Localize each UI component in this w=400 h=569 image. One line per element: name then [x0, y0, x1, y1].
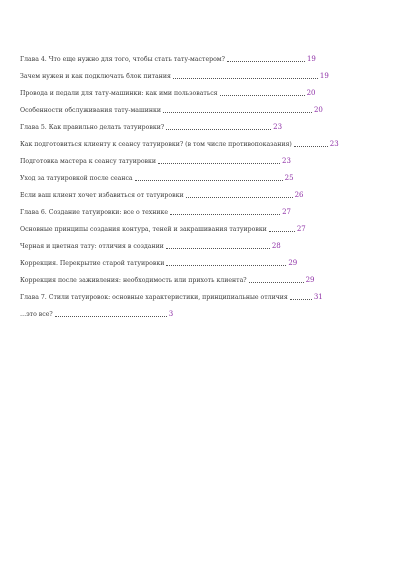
toc-leader-dots: [163, 112, 312, 113]
toc-entry-page: 28: [271, 242, 281, 250]
toc-entry-title: Глава 4. Что еще нужно для того, чтобы стать тату-мастером?: [20, 56, 225, 63]
toc-entry: [20, 120, 282, 132]
toc-entry-page: 3: [168, 310, 174, 318]
toc-entry-page: 20: [313, 106, 323, 114]
toc-leader-dots: [166, 248, 270, 249]
toc-entry-title: Зачем нужен и как подключать блок питания: [20, 73, 171, 80]
toc-entry: [20, 273, 315, 285]
toc-entry-page: 23: [329, 140, 339, 148]
toc-leader-dots: [55, 316, 167, 317]
toc-leader-dots: [186, 197, 293, 198]
toc-entry: [20, 205, 291, 217]
toc-entry-title: Особенности обслуживания тату-машинки: [20, 107, 161, 114]
toc-entry: [20, 239, 281, 251]
toc-leader-dots: [220, 95, 305, 96]
toc-entry-title: Черная и цветная тату: отличия в создании: [20, 243, 164, 250]
toc-entry-page: 19: [319, 72, 329, 80]
toc-leader-dots: [290, 299, 312, 300]
toc-entry-page: 26: [294, 191, 304, 199]
toc-entry-page: 27: [296, 225, 306, 233]
toc-entry: [20, 256, 297, 268]
toc-entry: [20, 86, 316, 98]
toc-entry: [20, 171, 294, 183]
toc-entry-title: Глава 6. Создание татуировки: все о технике: [20, 209, 169, 216]
toc-leader-dots: [166, 129, 271, 130]
toc-entry-page: 20: [306, 89, 316, 97]
toc-entry-title: Основные принципы создания контура, теней и закрашивания татуировки: [20, 226, 267, 233]
toc-leader-dots: [269, 231, 295, 232]
toc-entry-title: Если ваш клиент хочет избавиться от татуировки: [20, 192, 184, 199]
toc-entry: [20, 154, 291, 166]
toc-entry-title: …это все?: [20, 311, 53, 318]
toc-entry-title: Как подготовиться клиенту к сеансу татуировки? (в том числе противопоказания): [20, 141, 292, 148]
toc-leader-dots: [166, 265, 286, 266]
toc-entry-page: 29: [288, 259, 298, 267]
toc-entry-page: 23: [282, 157, 291, 165]
toc-entry: [20, 52, 316, 64]
toc-entry-page: 19: [306, 55, 316, 63]
toc-leader-dots: [249, 282, 304, 283]
toc-entry: [20, 69, 329, 81]
toc-entry-title: Подготовка мастера к сеансу татуировки: [20, 158, 157, 165]
toc-entry-page: 23: [273, 123, 283, 131]
toc-leader-dots: [294, 146, 328, 147]
toc-entry: [20, 307, 173, 319]
toc-leader-dots: [170, 214, 280, 215]
toc-leader-dots: [227, 61, 305, 62]
toc-entry-title: Коррекция. Перекрытие старой татуировки: [20, 260, 165, 267]
toc-entry-title: Глава 5. Как правильно делать татуировки?: [20, 124, 165, 131]
toc-leader-dots: [135, 180, 283, 181]
toc-entry-title: Провода и педали для тату-машинки: как ими пользоваться: [20, 90, 218, 97]
toc-entry-page: 25: [284, 174, 294, 182]
toc-entry-page: 27: [282, 208, 291, 216]
toc-leader-dots: [158, 163, 280, 164]
toc-entry-page: 31: [313, 293, 323, 301]
toc-leader-dots: [173, 78, 318, 79]
toc-entry-title: Глава 7. Стили татуировок: основные характеристики, принципиальные отличия: [20, 294, 288, 301]
toc-entry: [20, 137, 339, 149]
toc-entry-page: 29: [305, 276, 315, 284]
toc-entry: [20, 103, 323, 115]
toc-entry: [20, 188, 304, 200]
toc-entry-title: Коррекция после заживления: необходимость или прихоть клиента?: [20, 277, 247, 284]
toc-entry-title: Уход за татуировкой после сеанса: [20, 175, 133, 182]
toc-entry: [20, 222, 306, 234]
toc-entry: [20, 290, 323, 302]
